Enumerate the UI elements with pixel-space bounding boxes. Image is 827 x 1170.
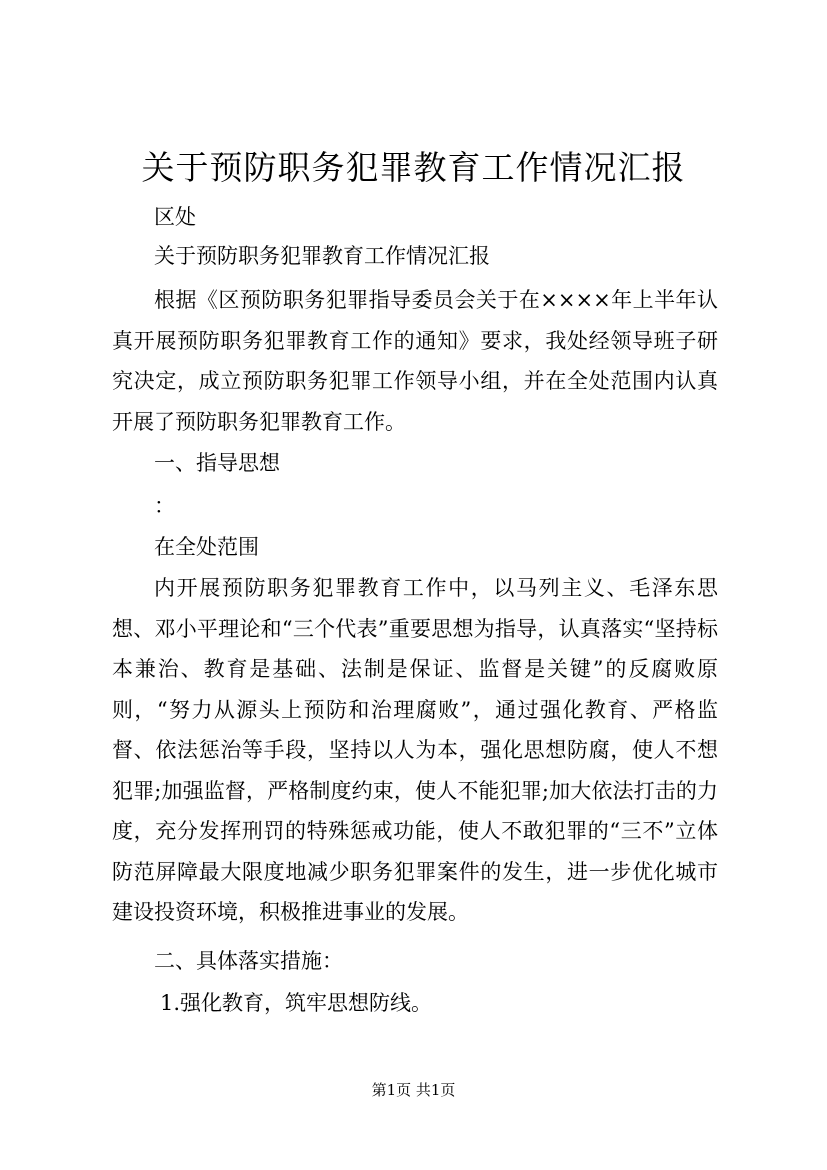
paragraph-colon: ：: [154, 494, 175, 518]
paragraph-intro: 根据《区预防职务犯罪指导委员会关于在××××年上半年认真开展预防职务犯罪教育工作的通知》要求，我处经领导班子研究决定，成立预防职务犯罪工作领导小组，并在全处范围内认真开展了预防职务犯罪教育工作。: [112, 288, 718, 434]
paragraph-guiding-body: 内开展预防职务犯罪教育工作中，以马列主义、毛泽东思想、邓小平理论和“三个代表”重要思想为指导，认真落实“坚持标本兼治、教育是基础、法制是保证、监督是关键”的反腐败原则，“努力从源头上预防和治理腐败”，通过强化教育、严格监督、依法惩治等手段，坚持以人为本，强化思想防腐，使人不想犯罪;加强监督，严格制度约束，使人不能犯罪;加大依法打击的力度，充分发挥刑罚的特殊惩戒功能，使人不敢犯罪的“三不”立体防范屏障最大限度地减少职务犯罪案件的发生，进一步优化城市建设投资环境，积极推进事业的发展。: [112, 576, 718, 924]
document-title: 关于预防职务犯罪教育工作情况汇报: [141, 148, 686, 187]
section-heading-measures: 二、具体落实措施：: [154, 949, 343, 973]
paragraph-scope: 在全处范围: [154, 535, 259, 559]
paragraph-measure-1: 1.强化教育，筑牢思想防线。: [160, 991, 433, 1015]
paragraph-recipient: 区处: [154, 205, 196, 229]
section-heading-guiding-ideology: 一、指导思想: [154, 451, 280, 475]
paragraph-subject: 关于预防职务犯罪教育工作情况汇报: [154, 244, 490, 268]
page-footer: 第1页 共1页: [371, 1081, 456, 1099]
